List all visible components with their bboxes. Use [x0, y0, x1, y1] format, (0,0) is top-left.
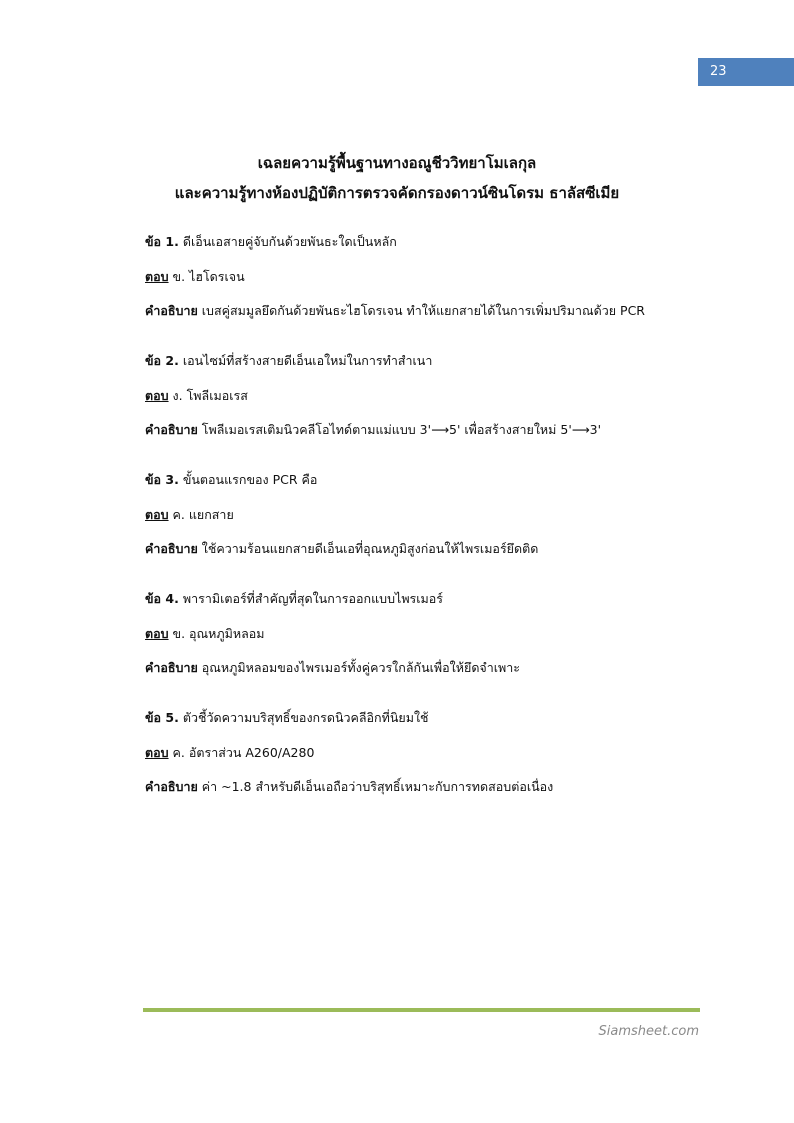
explanation-line — [145, 420, 705, 440]
answer-line — [145, 386, 705, 406]
explanation-line — [145, 301, 705, 321]
question-text: ดีเอ็นเอสายคู่จับกันด้วยพันธะใดเป็นหลัก — [182, 234, 397, 249]
explanation-label: คำอธิบาย — [145, 779, 198, 794]
answer-text: ข. อุณหภูมิหลอม — [172, 625, 265, 641]
footer-divider — [143, 1008, 700, 1012]
footer-site-name: Siamsheet.com — [598, 1024, 699, 1039]
answer-label: ตอบ — [145, 744, 169, 760]
question-text: เอนไซม์ที่สร้างสายดีเอ็นเอใหม่ในการทำสำเนา — [182, 353, 433, 368]
answer-text: ค. แยกสาย — [172, 506, 234, 522]
question-text: พารามิเตอร์ที่สำคัญที่สุดในการออกแบบไพรเมอร์ — [182, 591, 444, 606]
explanation-label: คำอธิบาย — [145, 660, 198, 675]
explanation-line — [145, 658, 705, 678]
question-line — [145, 232, 705, 252]
question-block — [145, 470, 705, 559]
question-number: ข้อ 5. — [145, 710, 179, 725]
question-number: ข้อ 4. — [145, 591, 179, 606]
answer-line — [145, 505, 705, 525]
question-number: ข้อ 2. — [145, 353, 179, 368]
explanation-label: คำอธิบาย — [145, 303, 198, 318]
explanation-text: โพลีเมอเรสเติมนิวคลีโอไทด์ตามแม่แบบ 3'⟶5' เพื่อสร้างสายใหม่ 5'⟶3' — [201, 422, 602, 437]
question-text: ขั้นตอนแรกของ PCR คือ — [182, 472, 318, 487]
title-line-1: เฉลยความรู้พื้นฐานทางอณูชีววิทยาโมเลกุล — [257, 154, 537, 172]
answer-label: ตอบ — [145, 387, 169, 403]
question-line — [145, 470, 705, 490]
qa-list — [145, 232, 705, 827]
question-text: ตัวชี้วัดความบริสุทธิ์ของกรดนิวคลีอิกที่นิยมใช้ — [182, 710, 429, 725]
answer-text: ค. อัตราส่วน A260/A280 — [172, 744, 315, 760]
question-number: ข้อ 1. — [145, 234, 179, 249]
page-title — [0, 148, 794, 208]
explanation-line — [145, 777, 705, 797]
explanation-label: คำอธิบาย — [145, 422, 198, 437]
answer-line — [145, 624, 705, 644]
explanation-text: อุณหภูมิหลอมของไพรเมอร์ทั้งคู่ควรใกล้กันเพื่อให้ยึดจำเพาะ — [201, 660, 521, 675]
answer-text: ง. โพลีเมอเรส — [172, 387, 248, 403]
question-block — [145, 708, 705, 797]
explanation-label: คำอธิบาย — [145, 541, 198, 556]
answer-label: ตอบ — [145, 625, 169, 641]
explanation-text: เบสคู่สมมูลยึดกันด้วยพันธะไฮโดรเจน ทำให้แยกสายได้ในการเพิ่มปริมาณด้วย PCR — [201, 303, 645, 318]
question-number: ข้อ 3. — [145, 472, 179, 487]
explanation-line — [145, 539, 705, 559]
answer-line — [145, 267, 705, 287]
explanation-text: ค่า ~1.8 สำหรับดีเอ็นเอถือว่าบริสุทธิ์เหมาะกับการทดสอบต่อเนื่อง — [201, 779, 554, 794]
question-block — [145, 232, 705, 321]
answer-line — [145, 743, 705, 763]
question-block — [145, 351, 705, 440]
title-line-2: และความรู้ทางห้องปฏิบัติการตรวจคัดกรองดาวน์ซินโดรม ธาลัสซีเมีย — [174, 184, 620, 202]
page-number-badge — [698, 58, 794, 86]
answer-text: ข. ไฮโดรเจน — [172, 268, 245, 284]
question-block — [145, 589, 705, 678]
question-line — [145, 589, 705, 609]
answer-label: ตอบ — [145, 506, 169, 522]
explanation-text: ใช้ความร้อนแยกสายดีเอ็นเอที่อุณหภูมิสูงก่อนให้ไพรเมอร์ยึดติด — [201, 541, 539, 556]
page-number: 23 — [710, 64, 727, 79]
question-line — [145, 351, 705, 371]
question-line — [145, 708, 705, 728]
answer-label: ตอบ — [145, 268, 169, 284]
